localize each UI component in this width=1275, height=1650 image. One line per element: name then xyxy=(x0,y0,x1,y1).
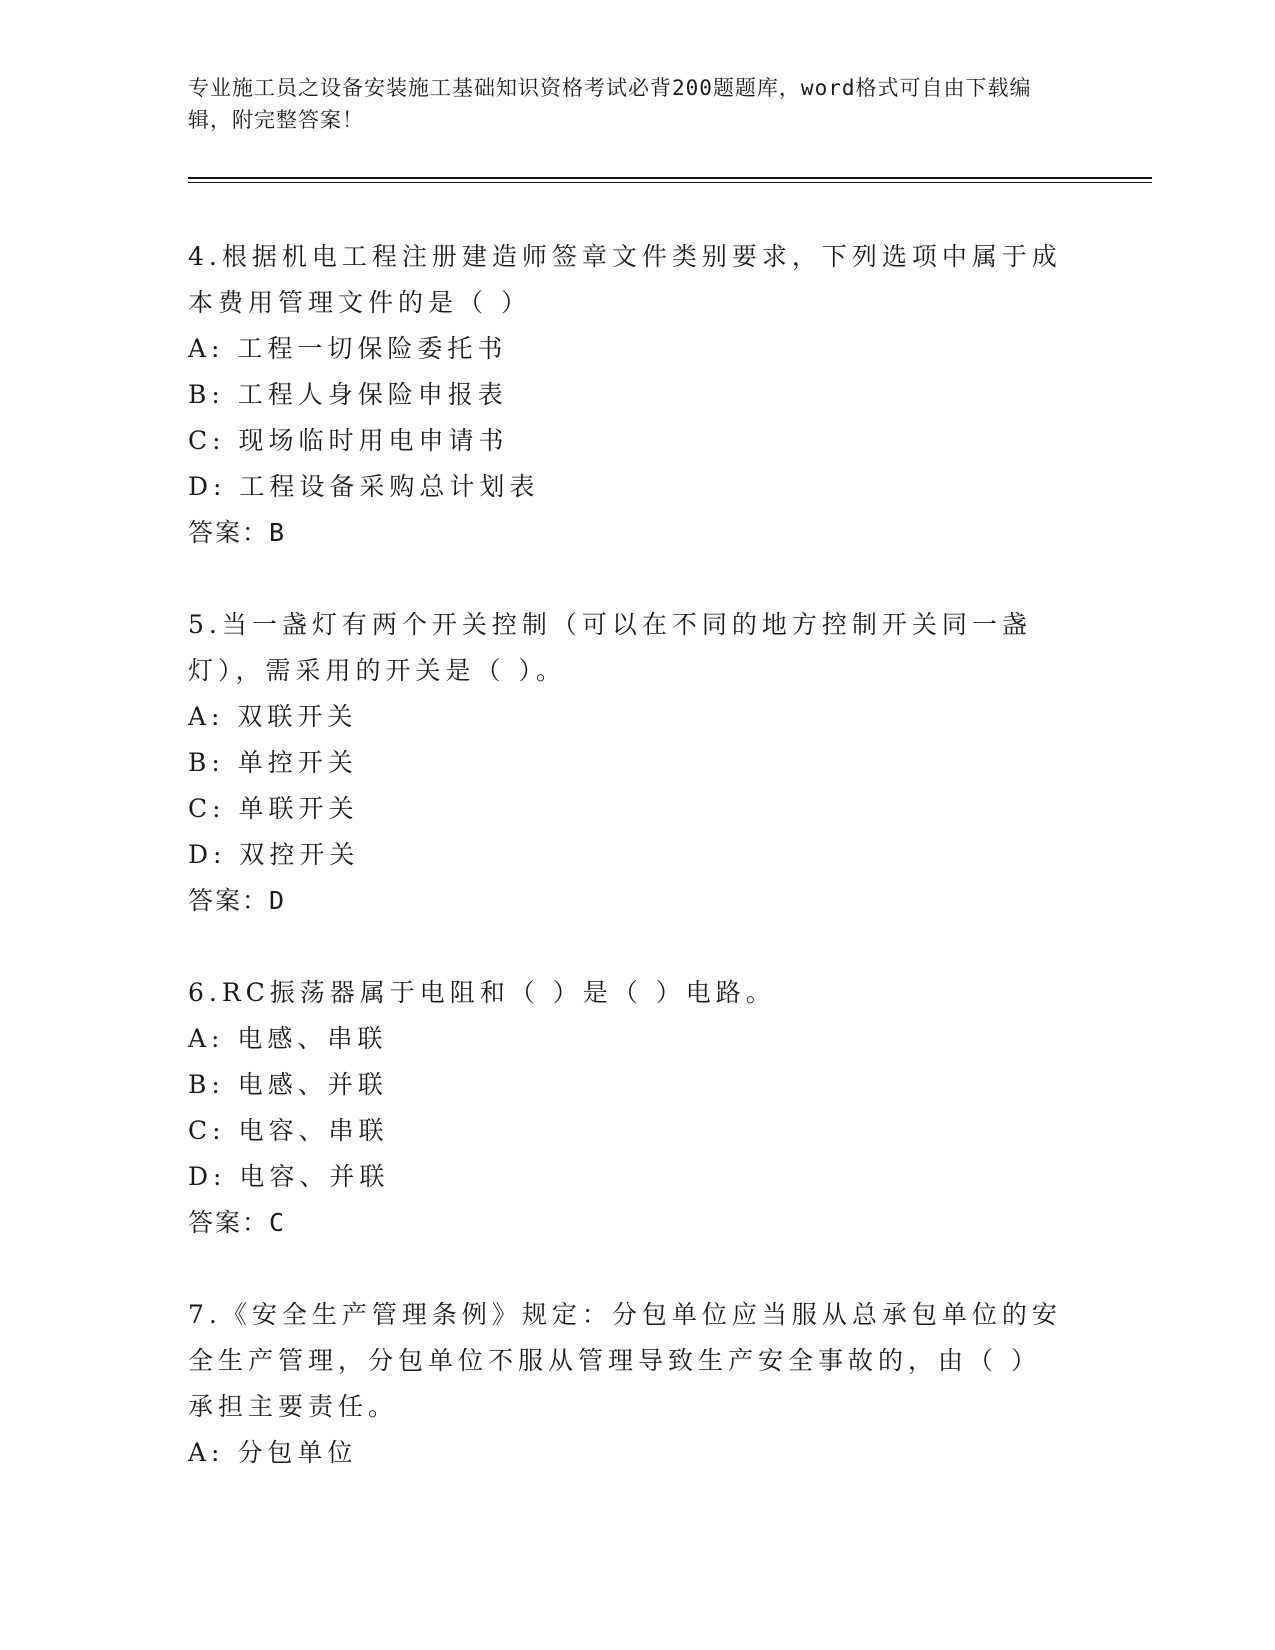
question-text: 5.当一盏灯有两个开关控制（可以在不同的地方控制开关同一盏灯），需采用的开关是（ ）。 xyxy=(188,610,1032,685)
question-4 xyxy=(188,234,1088,556)
option-c: C: 单联开关 xyxy=(188,794,359,823)
option-b: B: 单控开关 xyxy=(188,748,358,777)
question-text: 4.根据机电工程注册建造师签章文件类别要求，下列选项中属于成本费用管理文件的是（ ） xyxy=(188,242,1062,317)
document-header: 专业施工员之设备安装施工基础知识资格考试必背200题题库，word格式可自由下载编辑，附完整答案！ xyxy=(188,76,1032,132)
option-a: A: 分包单位 xyxy=(188,1438,358,1467)
option-b: B: 电感、并联 xyxy=(188,1070,388,1099)
option-c: C: 现场临时用电申请书 xyxy=(188,426,509,455)
header-divider-thin xyxy=(188,182,1152,183)
option-d: D: 电容、并联 xyxy=(188,1162,390,1191)
question-5 xyxy=(188,602,1088,924)
question-text: 7.《安全生产管理条例》规定：分包单位应当服从总承包单位的安全生产管理，分包单位不服从管理导致生产安全事故的，由（ ）承担主要责任。 xyxy=(188,1300,1062,1421)
header-divider-thick xyxy=(188,177,1152,179)
question-7 xyxy=(188,1292,1088,1476)
option-a: A: 双联开关 xyxy=(188,702,358,731)
question-list xyxy=(188,234,1088,1522)
option-a: A: 电感、串联 xyxy=(188,1024,388,1053)
answer: 答案：D xyxy=(188,886,287,915)
option-b: B: 工程人身保险申报表 xyxy=(188,380,508,409)
option-c: C: 电容、串联 xyxy=(188,1116,389,1145)
option-a: A: 工程一切保险委托书 xyxy=(188,334,508,363)
option-d: D: 双控开关 xyxy=(188,840,360,869)
option-d: D: 工程设备采购总计划表 xyxy=(188,472,540,501)
question-text: 6.RC振荡器属于电阻和（ ）是（ ）电路。 xyxy=(188,978,776,1007)
answer: 答案：C xyxy=(188,1208,287,1237)
answer: 答案：B xyxy=(188,518,287,547)
question-6 xyxy=(188,970,1088,1246)
